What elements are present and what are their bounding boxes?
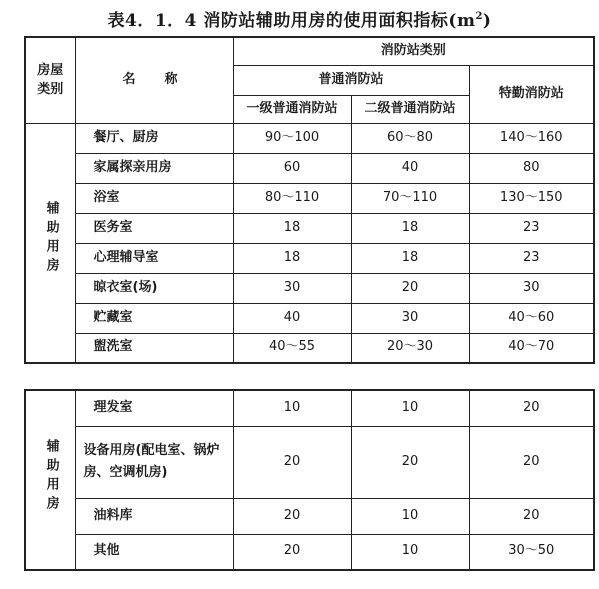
level1-value: 60 [233,153,351,183]
category-cell [25,390,75,570]
special-value: 40～70 [469,333,594,363]
header-level1-station: 一级普通消防站 [233,95,351,123]
special-value: 80 [469,153,594,183]
special-value: 20 [469,498,594,534]
category-cell [25,123,75,363]
table-row [25,273,594,303]
table-row [25,498,594,534]
table-row [25,390,594,426]
room-name: 医务室 [75,213,233,243]
header-name: 名 称 [75,37,233,123]
level2-value: 18 [351,243,469,273]
level1-value: 20 [233,534,351,570]
level1-value: 18 [233,243,351,273]
area-table-part1 [24,36,595,364]
room-name: 餐厅、厨房 [75,123,233,153]
level2-value: 10 [351,390,469,426]
level2-value: 20～30 [351,333,469,363]
level1-value: 40 [233,303,351,333]
level2-value: 18 [351,213,469,243]
title-close: ) [482,11,492,31]
table-row [25,213,594,243]
special-value: 23 [469,243,594,273]
room-name: 其他 [75,534,233,570]
special-value: 20 [469,390,594,426]
category-label: 辅助用房 [43,438,59,515]
level1-value: 10 [233,390,351,426]
room-name: 贮藏室 [75,303,233,333]
special-value: 130～150 [469,183,594,213]
level1-value: 30 [233,273,351,303]
room-name: 晾衣室(场) [75,273,233,303]
level2-value: 70～110 [351,183,469,213]
level1-value: 18 [233,213,351,243]
level1-value: 80～110 [233,183,351,213]
table-row [25,534,594,570]
header-ordinary-station: 普通消防站 [233,65,469,95]
level2-value: 30 [351,303,469,333]
special-value: 140～160 [469,123,594,153]
room-name: 理发室 [75,390,233,426]
header-room-type: 房屋类别 [25,37,75,123]
table-row [25,333,594,363]
level2-value: 10 [351,498,469,534]
title-text: 表4．1．4 消防站辅助用房的使用面积指标(m [107,11,476,31]
area-table-part2 [24,389,595,571]
room-name: 油料库 [75,498,233,534]
room-name: 浴室 [75,183,233,213]
header-level2-station: 二级普通消防站 [351,95,469,123]
room-name: 心理辅导室 [75,243,233,273]
special-value: 23 [469,213,594,243]
level2-value: 20 [351,426,469,498]
special-value: 20 [469,426,594,498]
level1-value: 90～100 [233,123,351,153]
level1-value: 40～55 [233,333,351,363]
level1-value: 20 [233,498,351,534]
table-row [25,183,594,213]
level2-value: 40 [351,153,469,183]
header-special-station: 特勤消防站 [469,65,594,123]
level1-value: 20 [233,426,351,498]
special-value: 30 [469,273,594,303]
room-name: 盥洗室 [75,333,233,363]
table-title [0,4,599,30]
table-row [25,123,594,153]
table-row [25,426,594,498]
special-value: 30～50 [469,534,594,570]
level2-value: 60～80 [351,123,469,153]
table-row [25,303,594,333]
table-row [25,243,594,273]
title-superscript: 2 [475,11,483,22]
header-station-category: 消防站类别 [233,37,594,65]
category-label: 辅助用房 [43,201,59,278]
table-row [25,153,594,183]
special-value: 40～60 [469,303,594,333]
room-name: 设备用房(配电室、锅炉房、空调机房) [75,426,233,498]
room-name: 家属探亲用房 [75,153,233,183]
level2-value: 10 [351,534,469,570]
level2-value: 20 [351,273,469,303]
